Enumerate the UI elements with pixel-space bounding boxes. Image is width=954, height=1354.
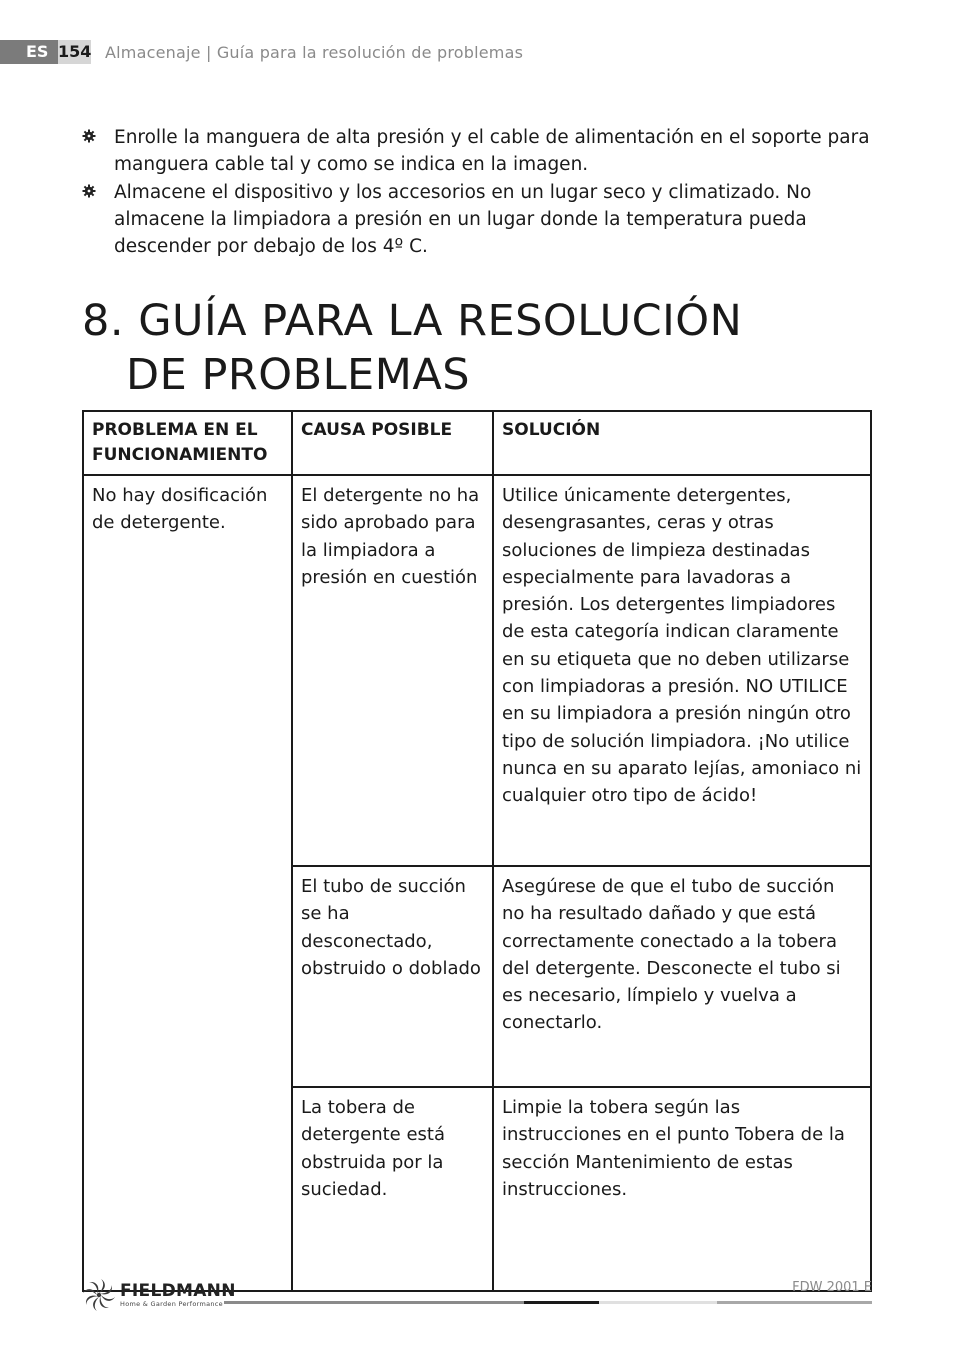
brand-tagline: Home & Garden Performance — [120, 1300, 223, 1308]
cause-cell: La tobera de detergente está obstruida por la suciedad. — [292, 1087, 493, 1291]
section-title-line1: 8. GUÍA PARA LA RESOLUCIÓN — [82, 296, 743, 346]
solution-cell: Utilice únicamente detergentes, desengrasantes, ceras y otras soluciones de limpieza destinadas especialmente para lavadoras a presión. Los detergentes limpiadores de esta categoría indican claramente en su etiqueta que no deben utilizarse con limpiadoras a presión. NO UTILICE en su limpiadora a presión ningún otro tipo de solución limpiadora. ¡No utilice nunca en su aparato lejías, amoniaco ni cualquier otro tipo de ácido! — [493, 475, 871, 866]
header-solution: SOLUCIÓN — [493, 411, 871, 475]
cause-cell: El detergente no ha sido aprobado para la limpiadora a presión en cuestión — [292, 475, 493, 866]
cause-cell: El tubo de succión se ha desconectado, obstruido o doblado — [292, 866, 493, 1087]
brand-logo — [82, 1278, 236, 1312]
solution-cell: Limpie la tobera según las instrucciones en el punto Tobera de la sección Mantenimiento de estas instrucciones. — [493, 1087, 871, 1291]
list-item — [82, 179, 872, 261]
storage-instructions — [82, 124, 872, 260]
footer-rule-segment — [224, 1301, 524, 1304]
footer-rule-segment — [524, 1301, 599, 1304]
header-cause: CAUSA POSIBLE — [292, 411, 493, 475]
problem-cell: No hay dosificación de detergente. — [83, 475, 292, 1291]
gear-bullet-icon — [82, 184, 96, 198]
gear-bullet-icon — [82, 129, 96, 143]
brand-name: FIELDMANN — [120, 1281, 236, 1301]
table-row — [83, 475, 871, 866]
page-header — [0, 40, 523, 64]
footer-rule-segment — [599, 1301, 717, 1304]
header-title: Almacenaje | Guía para la resolución de problemas — [105, 42, 524, 62]
solution-cell: Asegúrese de que el tubo de succión no ha resultado dañado y que está correctamente conectado a la tobera del detergente. Desconecte el tubo si es necesario, límpielo y vuelva a conectarlo. — [493, 866, 871, 1087]
section-title — [82, 294, 742, 402]
section-title-line2: DE PROBLEMAS — [126, 350, 471, 400]
troubleshooting-table — [82, 410, 872, 1292]
header-problem: PROBLEMA EN EL FUNCIONAMIENTO — [83, 411, 292, 475]
language-tab: ES — [0, 40, 58, 64]
bullet-text: Enrolle la manguera de alta presión y el cable de alimentación en el soporte para manguera cable tal y como se indica en la imagen. — [114, 127, 870, 176]
fieldmann-swirl-icon — [82, 1278, 116, 1312]
brand-text — [120, 1282, 236, 1308]
bullet-text: Almacene el dispositivo y los accesorios en un lugar seco y climatizado. No almacene la limpiadora a presión en un lugar donde la temperatura pueda descender por debajo de los 4º C. — [114, 181, 812, 258]
model-number: FDW 2001 E — [792, 1280, 872, 1295]
list-item — [82, 124, 872, 179]
table-header-row — [83, 411, 871, 475]
page-number: 154 — [58, 40, 91, 64]
footer-rule-segment — [717, 1301, 872, 1304]
